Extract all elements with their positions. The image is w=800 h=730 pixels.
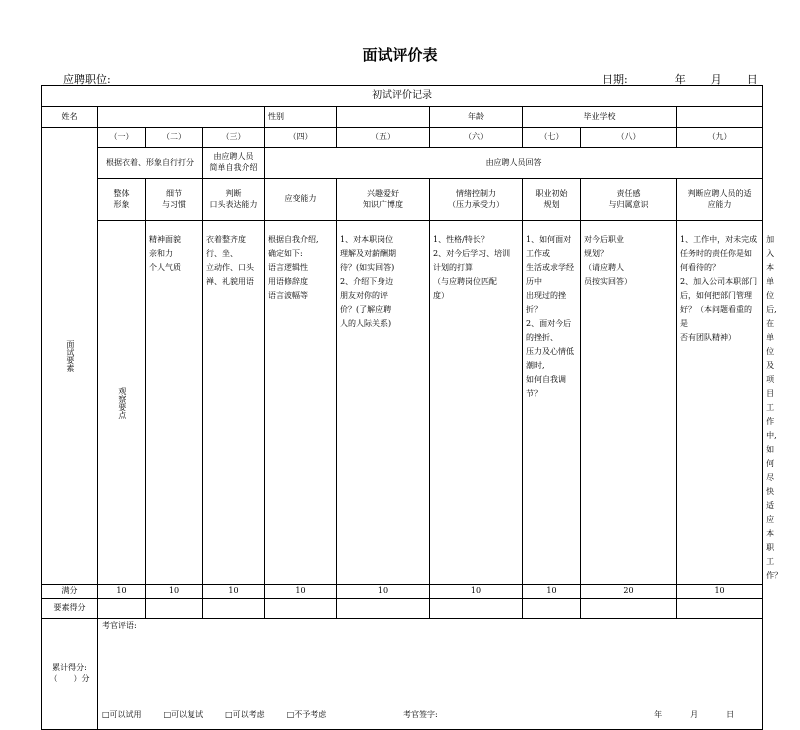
comment-label: 考官评语: [102, 621, 137, 630]
observation-cell: 1、如何面对工作或 生活或求学经历中 出现过的挫折？ 2、面对今后的挫折、 压力及心情低潮时, 如何自我调节？ [523, 221, 581, 585]
factor-cell: 兴趣爱好 知识广博度 [337, 179, 430, 221]
full-mark: 20 [581, 585, 677, 599]
full-mark: 10 [337, 585, 430, 599]
full-mark: 10 [265, 585, 337, 599]
full-mark: 10 [430, 585, 523, 599]
num-cell: （二） [146, 128, 203, 148]
full-marks-label: 满分 [42, 585, 98, 599]
num-cell: （三） [203, 128, 265, 148]
observation-cell: 1、性格/特长？ 2、对今后学习、培训 计划的打算 （与应聘岗位匹配 度） [430, 221, 523, 585]
number-row [42, 128, 763, 148]
examiner-evaluation[interactable] [98, 619, 763, 730]
full-mark: 10 [146, 585, 203, 599]
answer-scoring: 由应聘人员回答 [265, 148, 763, 179]
appearance-scoring: 根据衣着、形象自行打分 [98, 148, 203, 179]
num-cell: （八） [581, 128, 677, 148]
option-reinterview[interactable]: □可以复试 [163, 710, 204, 720]
scoring-method-row [42, 148, 763, 179]
gender-label: 性别 [265, 107, 337, 128]
position-label: 应聘职位: [63, 73, 111, 86]
signature-label: 考官签字: [403, 710, 438, 720]
num-cell: （九） [677, 128, 763, 148]
date-day: 日 [746, 73, 758, 86]
self-intro-scoring: 由应聘人员 简单自我介绍 [203, 148, 265, 179]
num-cell: （一） [98, 128, 146, 148]
observation-cell: 根据自我介绍, 确定如下: 语言逻辑性 用语修辞度 语言波幅等 [265, 221, 337, 585]
num-cell: （六） [430, 128, 523, 148]
option-consider[interactable]: □可以考虑 [225, 710, 265, 720]
page-title: 面试评价表 [362, 46, 438, 64]
num-cell: （五） [337, 128, 430, 148]
score-field[interactable] [337, 599, 430, 619]
num-cell: （四） [265, 128, 337, 148]
evaluation-row [42, 619, 763, 730]
option-trial[interactable]: □可以试用 [102, 710, 142, 720]
observation-row: 观察要点 精神面貌 亲和力 个人气质 衣着整齐度 行、坐、 立动作、口头 禅、礼貌用语 根据自我介绍, 确定如下: 语言逻辑性 用语修辞度 语言波幅等 1、对本职岗位 理解及对薪酬期 待？(如实回答) 2、介绍下身边 朋友对你的评 价？(了解应聘 人的人际关系) 1、性格/特长？ 2、对今后学习、培训 计划的打算 （与应聘岗位匹配 度） 1、如何面对工作或 生活或求学经历中 出现过的挫折？ 2、面对今后的挫折、 压力及心情低潮时, 如何自我调节？ 对今后职业 规划？ （请应聘人 员按实回答） 1、工作中，对未完成 任务时的责任你是如 何看待的？ 2、加入公司本职部门 后，如何把部门管理 好？（本问题看重的是 否有团队精神） 加入本单位后,在单位 及项目工作中,如何尽 快适应本职工作？ [42, 221, 763, 585]
observation-cell: 衣着整齐度 行、坐、 立动作、口头 禅、礼貌用语 [203, 221, 265, 585]
score-field[interactable] [265, 599, 337, 619]
factor-cell: 判断 口头表达能力 [203, 179, 265, 221]
interview-form-table [41, 85, 783, 730]
observation-cell: 精神面貌 亲和力 个人气质 [146, 221, 203, 585]
observation-cell: 1、工作中，对未完成 任务时的责任你是如 何看待的？ 2、加入公司本职部门 后，如何把部门管理 好？（本问题看重的是 否有团队精神） [677, 221, 763, 585]
school-field[interactable] [677, 107, 763, 128]
age-label: 年龄 [430, 107, 523, 128]
gender-field[interactable] [337, 107, 430, 128]
full-mark: 10 [98, 585, 146, 599]
factor-cell: 职业初始 规划 [523, 179, 581, 221]
full-mark: 10 [523, 585, 581, 599]
factor-cell: 责任感 与归属意识 [581, 179, 677, 221]
factor-score-label: 要素得分 [42, 599, 98, 619]
factor-cell: 整体 形象 [98, 179, 146, 221]
observation-label: 观察要点 [98, 221, 146, 585]
date-year: 年 [674, 73, 686, 86]
score-field[interactable] [430, 599, 523, 619]
factor-row [42, 179, 763, 221]
full-mark: 10 [677, 585, 763, 599]
name-field[interactable] [98, 107, 265, 128]
full-marks-row [42, 585, 763, 599]
observation-cell: 1、对本职岗位 理解及对薪酬期 待？(如实回答) 2、介绍下身边 朋友对你的评 价？(了解应聘 人的人际关系) [337, 221, 430, 585]
score-field[interactable] [581, 599, 677, 619]
decision-options [102, 710, 348, 721]
requirements-label: 面试要素 [42, 128, 98, 585]
date-label: 日期: [602, 73, 628, 86]
option-reject[interactable]: □不予考虑 [286, 710, 327, 720]
factor-cell: 应变能力 [265, 179, 337, 221]
score-field[interactable] [523, 599, 581, 619]
factor-cell: 细节 与习惯 [146, 179, 203, 221]
date-month: 月 [710, 73, 722, 86]
score-field[interactable] [677, 599, 763, 619]
name-label: 姓名 [42, 107, 98, 128]
basic-info-row [42, 107, 763, 128]
score-field[interactable] [203, 599, 265, 619]
factor-cell: 情绪控制力 （压力承受力） [430, 179, 523, 221]
factor-cell: 判断应聘人员的适 应能力 [677, 179, 763, 221]
observation-cell: 对今后职业 规划？ （请应聘人 员按实回答） [581, 221, 677, 585]
score-field[interactable] [98, 599, 146, 619]
school-label: 毕业学校 [523, 107, 677, 128]
evaluation-date: 年 月 日 [654, 710, 735, 720]
full-mark: 10 [203, 585, 265, 599]
factor-score-row [42, 599, 763, 619]
score-field[interactable] [146, 599, 203, 619]
section-title: 初试评价记录 [42, 86, 763, 107]
total-score: 累计得分: （ ）分 [42, 619, 98, 730]
num-cell: （七） [523, 128, 581, 148]
